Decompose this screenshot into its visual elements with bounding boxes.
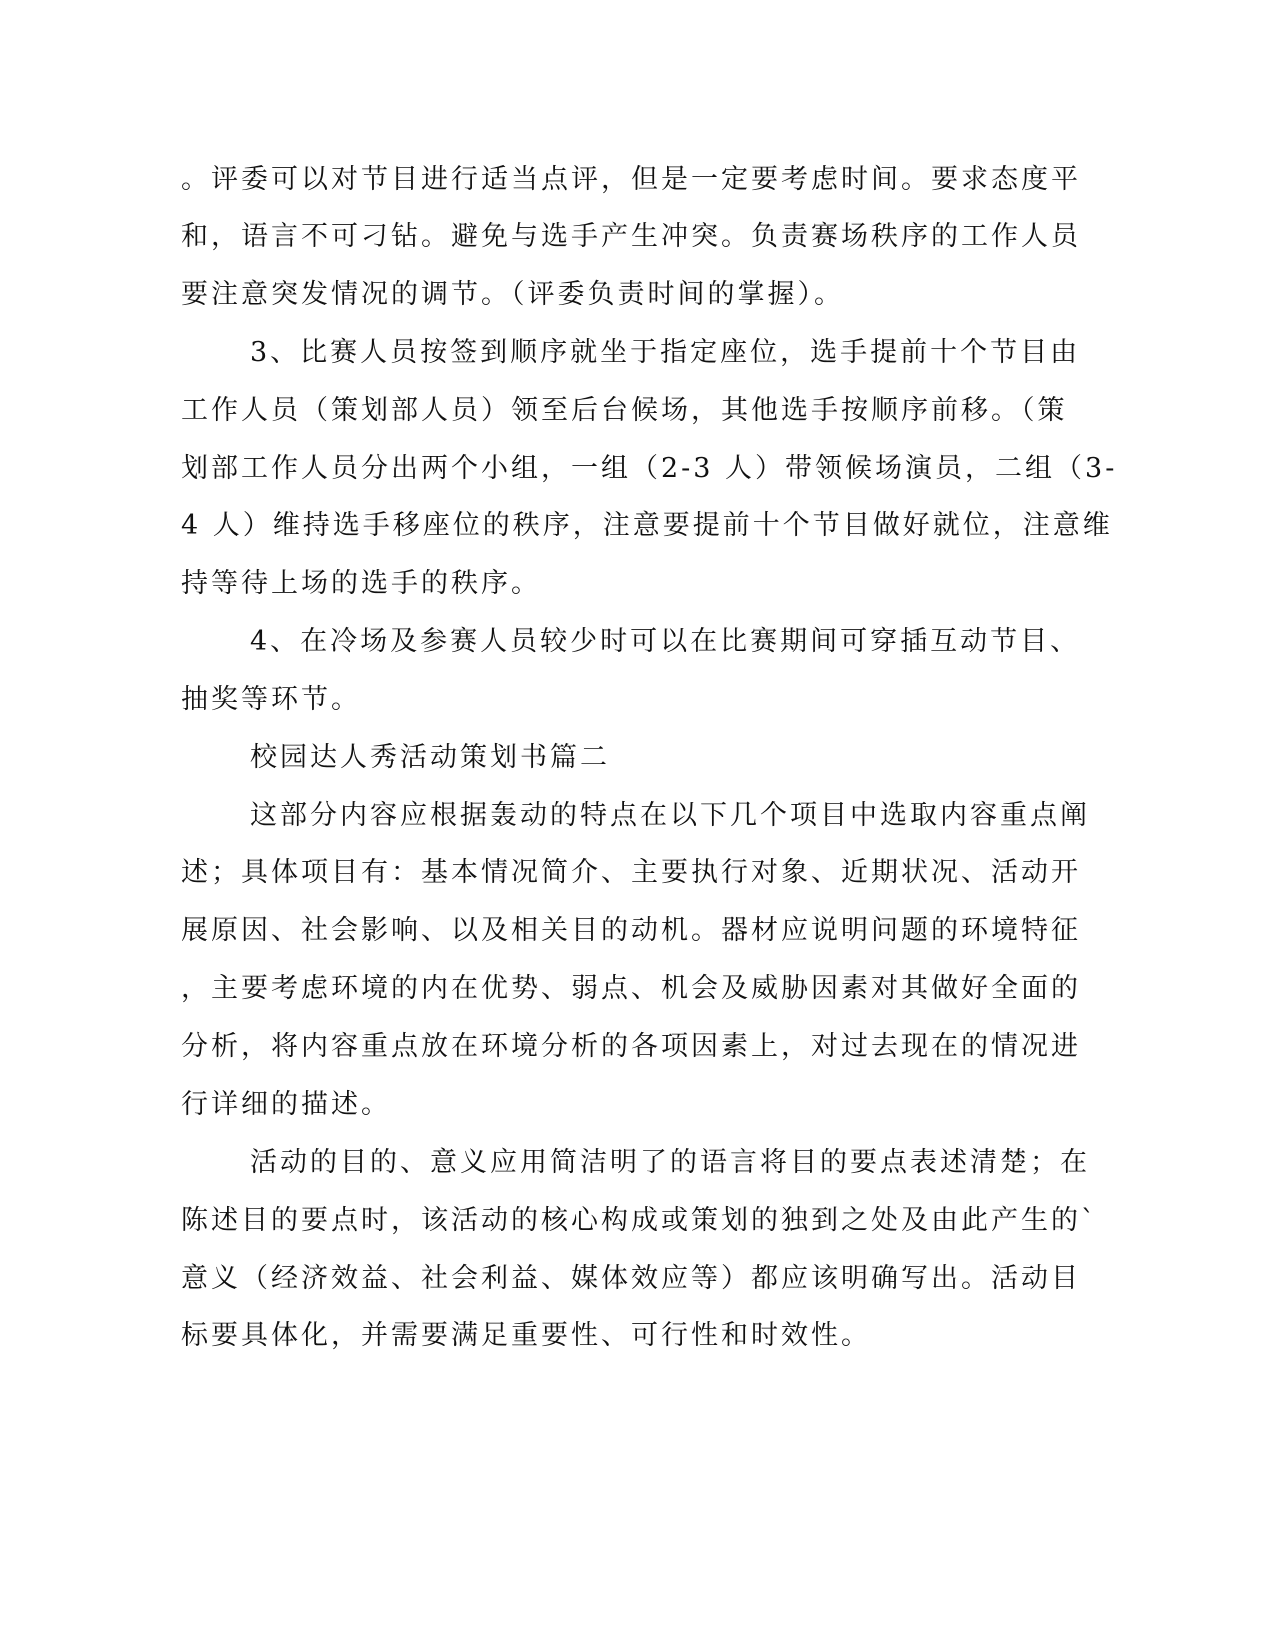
text-line: 持等待上场的选手的秩序。 [181,568,541,599]
text-line: 抽奖等环节。 [181,684,361,715]
text-line: 活动的目的、意义应用简洁明了的语言将目的要点表述清楚；在 [250,1147,1090,1178]
section-heading: 校园达人秀活动策划书篇二 [250,742,610,773]
text-line: 4、在冷场及参赛人员较少时可以在比赛期间可穿插互动节目、 [250,626,1081,657]
text-line: 4 人）维持选手移座位的秩序，注意要提前十个节目做好就位，注意维 [181,510,1113,541]
text-line: 陈述目的要点时，该活动的核心构成或策划的独到之处及由此产生的` [181,1205,1098,1236]
text-line: 述；具体项目有：基本情况简介、主要执行对象、近期状况、活动开 [181,857,1081,888]
text-line: 和，语言不可刁钻。避免与选手产生冲突。负责赛场秩序的工作人员 [181,221,1081,252]
text-line: 工作人员（策划部人员）领至后台候场，其他选手按顺序前移。（策 [181,395,1068,426]
text-line: 意义（经济效益、社会利益、媒体效应等）都应该明确写出。活动目 [181,1263,1081,1294]
text-line: 分析，将内容重点放在环境分析的各项因素上，对过去现在的情况进 [181,1031,1081,1062]
text-line: 展原因、社会影响、以及相关目的动机。器材应说明问题的环境特征 [181,915,1081,946]
text-line: 标要具体化，并需要满足重要性、可行性和时效性。 [181,1320,871,1351]
text-line: 3、比赛人员按签到顺序就坐于指定座位，选手提前十个节目由 [250,337,1081,368]
text-line: 。评委可以对节目进行适当点评，但是一定要考虑时间。要求态度平 [181,164,1081,195]
text-line: 划部工作人员分出两个小组，一组（2-3 人）带领候场演员，二组（3- [181,453,1118,484]
text-line: 行详细的描述。 [181,1089,391,1120]
text-line: ，主要考虑环境的内在优势、弱点、机会及威胁因素对其做好全面的 [181,973,1081,1004]
text-line: 要注意突发情况的调节。（评委负责时间的掌握）。 [181,279,844,310]
text-line: 这部分内容应根据轰动的特点在以下几个项目中选取内容重点阐 [250,800,1090,831]
